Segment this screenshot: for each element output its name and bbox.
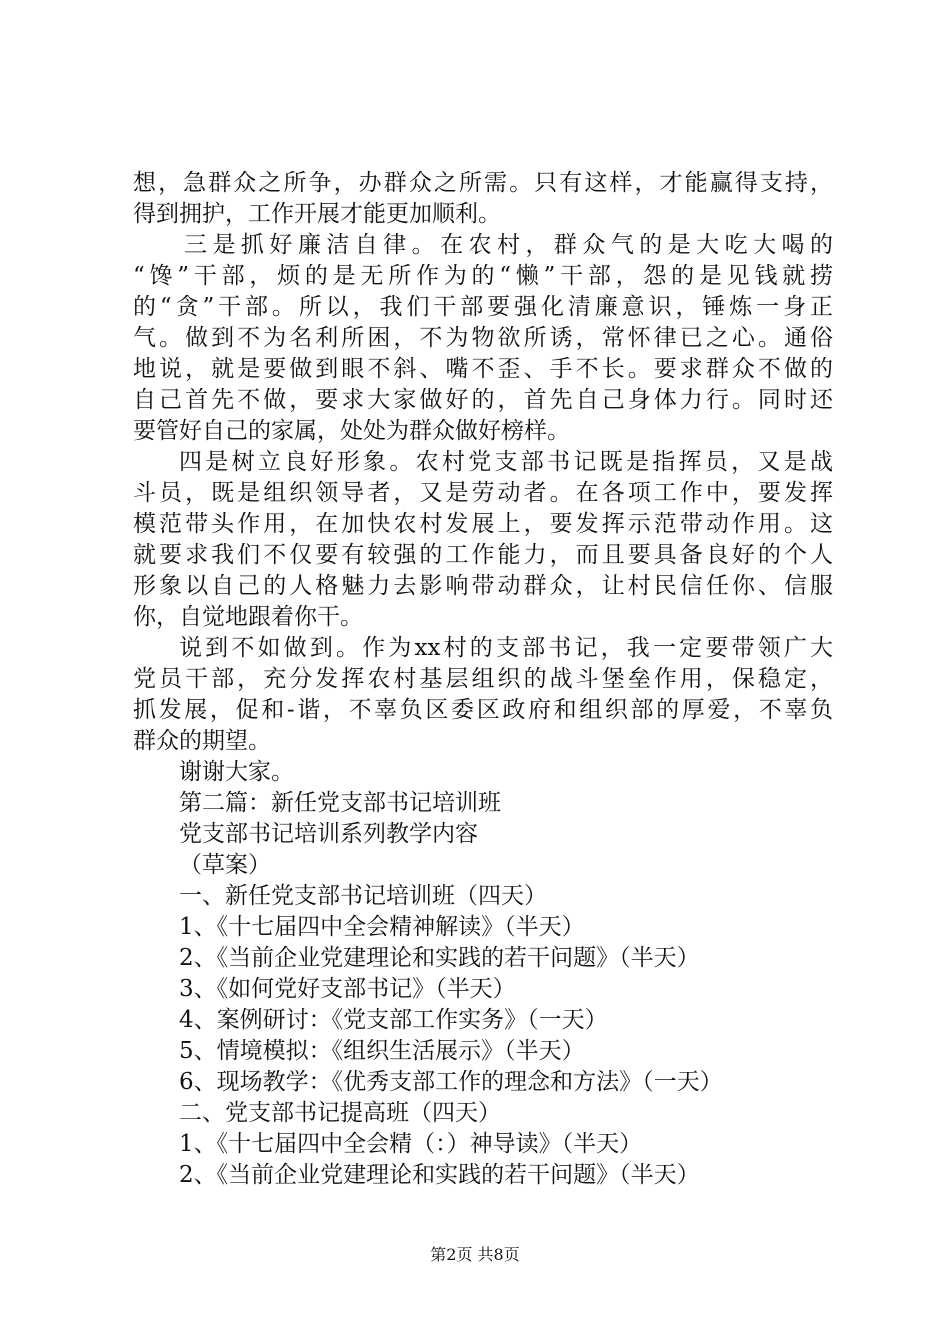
paragraph-3-line-6: 你，自觉地跟着你干。: [133, 604, 363, 630]
paragraph-4-line-1: 说到不如做到。作为xx村的支部书记，我一定要带领广大: [179, 635, 833, 661]
course-line: 1、《十七届四中全会精（：）神导读》（半天）: [179, 1131, 643, 1157]
section-2-heading: 第二篇：新任党支部书记培训班: [179, 790, 501, 816]
page-footer: 第2页 共8页: [430, 1245, 520, 1264]
course-line: 4、案例研讨：《党支部工作实务》（一天）: [179, 1007, 608, 1033]
paragraph-3-line-1: 四是树立良好形象。农村党支部书记既是指挥员，又是战: [179, 449, 833, 475]
paragraph-2-line-6: 自己首先不做，要求大家做好的，首先自己身体力行。同时还: [133, 387, 833, 413]
course-line: 1、《十七届四中全会精神解读》（半天）: [179, 914, 585, 940]
course-line: 2、《当前企业党建理论和实践的若干问题》（半天）: [179, 1162, 700, 1188]
paragraph-2-line-7: 要管好自己的家属，处处为群众做好榜样。: [133, 418, 570, 444]
paragraph-3-line-4: 就要求我们不仅要有较强的工作能力，而且要具备良好的个人: [133, 542, 833, 568]
course-line: 二、党支部书记提高班（四天）: [179, 1100, 501, 1126]
paragraph-2-line-2: “馋”干部，烦的是无所作为的“懒”干部，怨的是见钱就捞: [133, 263, 833, 289]
course-line: 2、《当前企业党建理论和实践的若干问题》（半天）: [179, 945, 700, 971]
paragraph-2-line-1: 三是抓好廉洁自律。在农村，群众气的是大吃大喝的: [184, 232, 833, 258]
paragraph-2-line-5: 地说，就是要做到眼不斜、嘴不歪、手不长。要求群众不做的: [133, 356, 833, 382]
paragraph-2-line-4: 气。做到不为名利所困，不为物欲所诱，常怀律已之心。通俗: [133, 325, 833, 351]
paragraph-4-line-2: 党员干部，充分发挥农村基层组织的战斗堡垒作用，保稳定，: [133, 666, 833, 692]
paragraph-1-line-1: 想，急群众之所争，办群众之所需。只有这样，才能赢得支持，: [133, 170, 833, 196]
section-2-subtitle: 党支部书记培训系列教学内容: [179, 821, 478, 847]
document-body: [133, 168, 833, 1191]
course-line: 一、新任党支部书记培训班（四天）: [179, 883, 547, 909]
paragraph-1-line-2: 得到拥护，工作开展才能更加顺利。: [133, 201, 501, 227]
paragraph-4-line-4: 群众的期望。: [133, 728, 271, 754]
paragraph-2-line-3: 的“贪”干部。所以，我们干部要强化清廉意识，锤炼一身正: [133, 294, 833, 320]
paragraph-3-line-3: 模范带头作用，在加快农村发展上，要发挥示范带动作用。这: [133, 511, 833, 537]
paragraph-4-line-3: 抓发展，促和-谐，不辜负区委区政府和组织部的厚爱，不辜负: [133, 697, 833, 723]
course-line: 6、现场教学：《优秀支部工作的理念和方法》（一天）: [179, 1069, 723, 1095]
section-2-draft-note: （草案）: [179, 852, 271, 878]
closing-line: 谢谢大家。: [179, 759, 294, 785]
paragraph-3-line-2: 斗员，既是组织领导者，又是劳动者。在各项工作中，要发挥: [133, 480, 833, 506]
course-line: 3、《如何党好支部书记》（半天）: [179, 976, 516, 1002]
course-line: 5、情境模拟：《组织生活展示》（半天）: [179, 1038, 585, 1064]
paragraph-3-line-5: 形象以自己的人格魅力去影响带动群众，让村民信任你、信服: [133, 573, 833, 599]
